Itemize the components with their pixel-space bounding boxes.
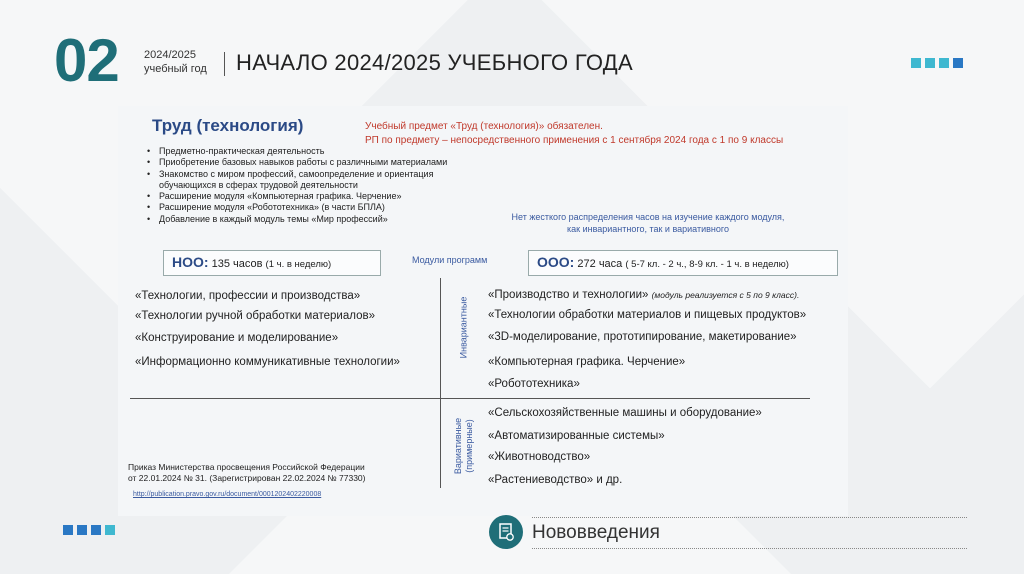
ooo-note: ( 5-7 кл. - 2 ч., 8-9 кл. - 1 ч. в неделю) <box>625 259 789 270</box>
school-year-line2: учебный год <box>144 63 207 75</box>
deco-square-7 <box>91 525 101 535</box>
deco-square-6 <box>77 525 87 535</box>
bullet-item: • Расширение модуля «Компьютерная графика. Черчение» <box>147 191 447 202</box>
noo-hours: 135 часов <box>211 258 263 270</box>
ooo-variative-1: «Сельскохозяйственные машины и оборудование» <box>488 407 762 419</box>
bullet-item: • Добавление в каждый модуль темы «Мир профессий» <box>147 214 447 225</box>
no-dist-line-2: как инвариантного, так и вариативного <box>567 224 729 234</box>
subject-title: Труд (технология) <box>152 116 304 135</box>
column-divider <box>440 278 441 488</box>
no-distribution-note <box>498 211 798 235</box>
bullet-item: • Расширение модуля «Робототехника» (в части БПЛА) <box>147 202 447 213</box>
document-icon <box>489 515 523 549</box>
footer-label: Нововведения <box>532 522 660 543</box>
ooo-hours-box <box>528 250 838 276</box>
modules-label: Модули программ <box>412 255 488 265</box>
ooo-invariant-4: «Компьютерная графика. Черчение» <box>488 356 686 368</box>
school-year <box>144 48 207 76</box>
order-line-2: от 22.01.2024 № 31. (Зарегистрирован 22.02.2024 № 77330) <box>128 473 366 483</box>
school-year-line1: 2024/2025 <box>144 49 196 61</box>
order-line-1: Приказ Министерства просвещения Российской Федерации <box>128 462 365 472</box>
title-divider <box>224 52 225 76</box>
section-number: 02 <box>54 27 119 94</box>
ooo-hours: 272 часа <box>577 258 623 270</box>
bullet-item: • Знакомство с миром профессий, самоопределение и ориентация <box>147 169 447 180</box>
ooo-invariant-3: «3D-моделирование, прототипирование, макетирование» <box>488 331 797 343</box>
ooo-label: ООО: <box>537 254 575 270</box>
ooo-invariant-1-text: «Производство и технологии» <box>488 289 649 301</box>
noo-module-1: «Технологии, профессии и производства» <box>135 290 361 302</box>
noo-label: НОО: <box>172 254 209 270</box>
row-divider <box>130 398 810 399</box>
deco-square-2 <box>925 58 935 68</box>
ooo-invariant-1 <box>488 289 799 301</box>
variative-label-line2: (примерные) <box>464 419 474 473</box>
ooo-variative-2: «Автоматизированные системы» <box>488 430 665 442</box>
bullet-item: • Предметно-практическая деятельность <box>147 146 447 157</box>
notice-line-2: РП по предмету – непосредственного применения с 1 сентября 2024 года с 1 по 9 классы <box>365 135 784 146</box>
noo-note: (1 ч. в неделю) <box>265 259 332 270</box>
bullet-item: • Приобретение базовых навыков работы с различными материалами <box>147 157 447 168</box>
deco-square-8 <box>105 525 115 535</box>
document-icon-glyph <box>489 515 523 549</box>
ooo-variative-4: «Растениеводство» и др. <box>488 474 623 486</box>
deco-square-4 <box>953 58 963 68</box>
variative-label-line1: Вариативные <box>453 417 463 475</box>
ooo-invariant-2: «Технологии обработки материалов и пищевых продуктов» <box>488 309 807 321</box>
ooo-invariant-1-note: (модуль реализуется с 5 по 9 класс). <box>651 290 800 300</box>
bullet-item-continued: обучающихся в сферах трудовой деятельности <box>159 179 358 190</box>
variative-label <box>453 406 475 486</box>
footer-dotted-line-bottom <box>532 548 967 549</box>
page-title: НАЧАЛО 2024/2025 УЧЕБНОГО ГОДА <box>236 50 633 75</box>
no-dist-line-1: Нет жесткого распределения часов на изучение каждого модуля, <box>511 212 785 222</box>
deco-square-3 <box>939 58 949 68</box>
ooo-variative-3: «Животноводство» <box>488 451 591 463</box>
invariant-label: Инвариантные <box>458 296 469 359</box>
order-link[interactable]: http://publication.pravo.gov.ru/document/0001202402220008 <box>133 491 322 498</box>
noo-module-2: «Технологии ручной обработки материалов» <box>135 310 375 322</box>
noo-hours-box <box>163 250 381 276</box>
ministry-order <box>128 462 365 484</box>
noo-module-3: «Конструирование и моделирование» <box>135 332 339 344</box>
noo-module-4: «Информационно коммуникативные технологии» <box>135 356 400 368</box>
deco-square-5 <box>63 525 73 535</box>
subject-bullets <box>147 146 447 225</box>
deco-square-1 <box>911 58 921 68</box>
ooo-invariant-5: «Робототехника» <box>488 378 580 390</box>
notice-line-1: Учебный предмет «Труд (технология)» обязателен. <box>365 121 603 132</box>
footer-dotted-line-top <box>532 517 967 518</box>
subject-notice <box>365 120 783 148</box>
